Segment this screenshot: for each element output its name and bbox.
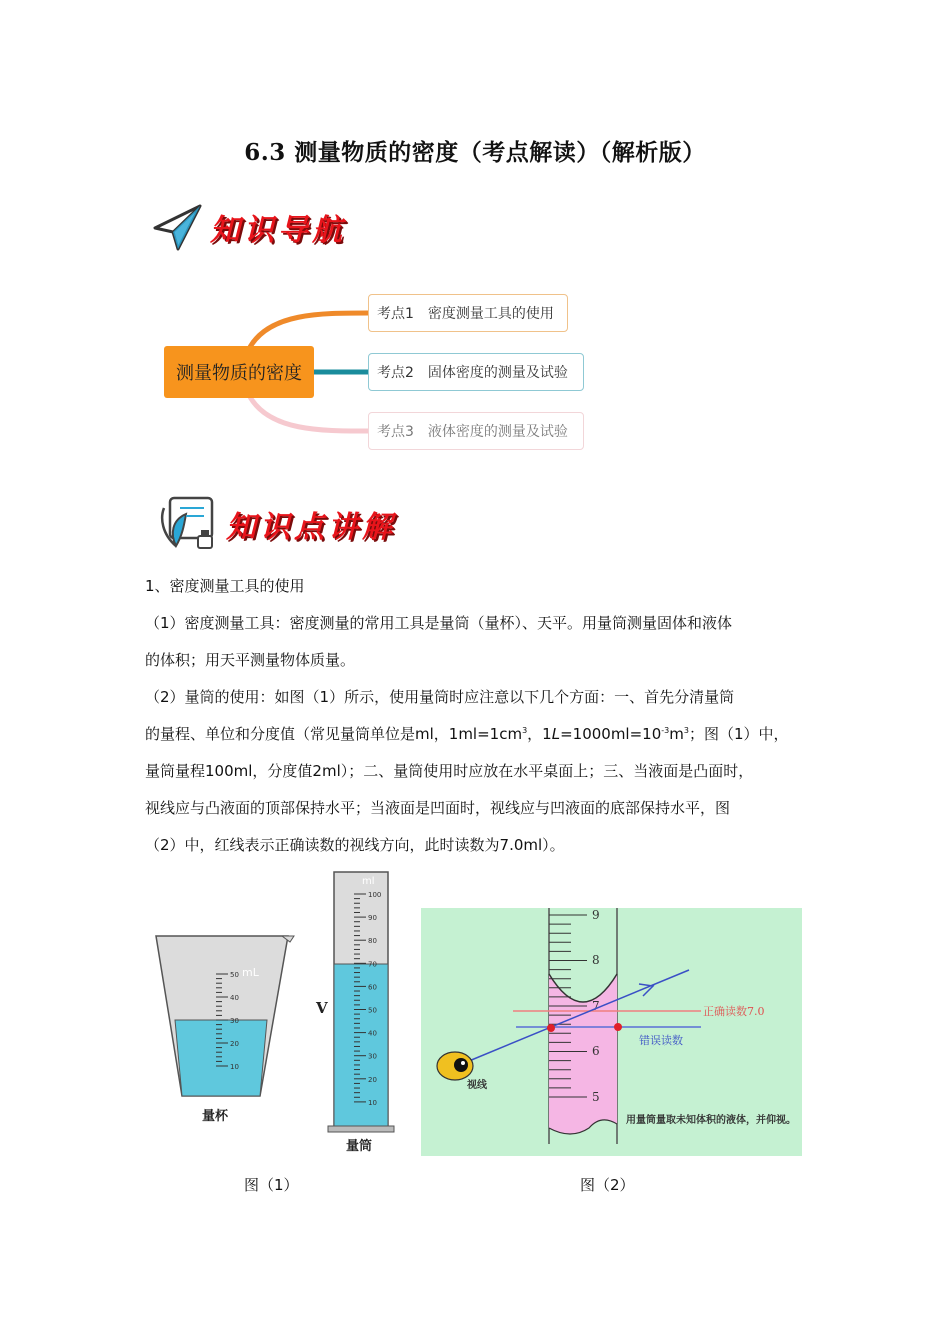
wrong-reading-label: 错误读数: [639, 1034, 683, 1047]
eye-label: 视线: [467, 1080, 487, 1091]
paragraph-2-line-1: （2）量筒的使用：如图（1）所示，使用量筒时应注意以下几个方面：一、首先分清量筒: [145, 688, 735, 706]
scale-5: 5: [592, 1090, 600, 1104]
node-label: 密度测量工具的使用: [427, 306, 554, 322]
node-num: 考点1: [377, 306, 414, 322]
node-num: 考点2: [377, 365, 414, 381]
paragraph-2-line-5: （2）中，红线表示正确读数的视线方向，此时读数为7.0ml）。: [145, 836, 565, 854]
tick-label: 40: [230, 994, 239, 1002]
v-label: V: [316, 999, 328, 1017]
tick-label: 50: [230, 971, 239, 979]
explain-section-header: [156, 494, 396, 554]
scale-6: 6: [592, 1044, 600, 1058]
paragraph-2-line-4: 视线应与凸液面的顶部保持水平；当液面是凹面时，视线应与凹液面的底部保持水平，图: [145, 799, 731, 817]
body-text: [145, 568, 817, 864]
tick-label: 70: [368, 960, 377, 969]
cylinder-unit: ml: [362, 876, 375, 887]
mindmap-node-3: [368, 412, 584, 450]
tick-label: 30: [230, 1017, 239, 1025]
paragraph-1-line-2: 的体积；用天平测量物体质量。: [145, 651, 356, 669]
figure-1: [150, 868, 400, 1158]
cup-label: 量杯: [202, 1109, 229, 1124]
figure-1-drawing: [150, 868, 400, 1158]
tick-label: 30: [368, 1052, 377, 1061]
figure-2-caption: 图（2）: [580, 1176, 635, 1194]
tick-label: 90: [368, 914, 377, 923]
mindmap-node-2: [368, 353, 584, 391]
tick-label: 10: [230, 1063, 239, 1071]
tick-label: 10: [368, 1098, 377, 1107]
tick-label: 20: [230, 1040, 239, 1048]
paper-plane-icon: [152, 202, 204, 252]
paragraph-1-line-1: （1）密度测量工具：密度测量的常用工具是量筒（量杯）、天平。用量筒测量固体和液体: [145, 614, 733, 632]
branch-3: [250, 397, 368, 431]
mindmap-root: 测量物质的密度: [164, 346, 314, 398]
tick-label: 40: [368, 1029, 377, 1038]
figure-2-note: 用量筒量取未知体积的液体，并仰视。: [626, 1115, 796, 1126]
node-num: 考点3: [377, 424, 414, 440]
content-heading: 1、密度测量工具的使用: [145, 577, 305, 595]
scale-8: 8: [592, 953, 600, 967]
tick-label: 20: [368, 1075, 377, 1084]
tick-label: 100: [368, 891, 382, 899]
figure-1-caption: 图（1）: [244, 1176, 299, 1194]
paragraph-2-line-2: 的量程、单位和分度值（常见量筒单位是ml，$1ml=1cm^3$，$1L=1000ml=10^{-3}m^3$；图（1）中，: [145, 725, 789, 743]
paragraph-2-line-3: 量筒量程100ml，分度值2ml）；二、量筒使用时应放在水平桌面上；三、当液面是凸面时，: [145, 762, 754, 780]
scale-9: 9: [592, 908, 600, 922]
mindmap-node-1: [368, 294, 568, 332]
nav-section-title: 知识导航: [210, 213, 346, 248]
page-title: 6.3 测量物质的密度（考点解读）（解析版）: [244, 139, 706, 166]
scale-7: 7: [592, 999, 600, 1013]
explain-section-title: 知识点讲解: [226, 510, 396, 545]
cylinder-label: 量筒: [346, 1139, 373, 1154]
tick-label: 60: [368, 983, 377, 992]
node-label: 液体密度的测量及试验: [427, 424, 568, 440]
branch-1: [250, 313, 368, 347]
nav-section-header: [152, 202, 346, 252]
mindmap: [150, 285, 600, 455]
scroll-quill-icon: [156, 494, 218, 554]
correct-reading-label: 正确读数7.0: [703, 1005, 765, 1018]
eye-icon: [437, 1052, 473, 1080]
cup-unit: mL: [242, 966, 259, 979]
figure-2: [421, 908, 802, 1156]
tick-label: 80: [368, 937, 377, 946]
node-label: 固体密度的测量及试验: [427, 365, 568, 381]
figure-2-drawing: [421, 908, 802, 1156]
tick-label: 50: [368, 1006, 377, 1015]
